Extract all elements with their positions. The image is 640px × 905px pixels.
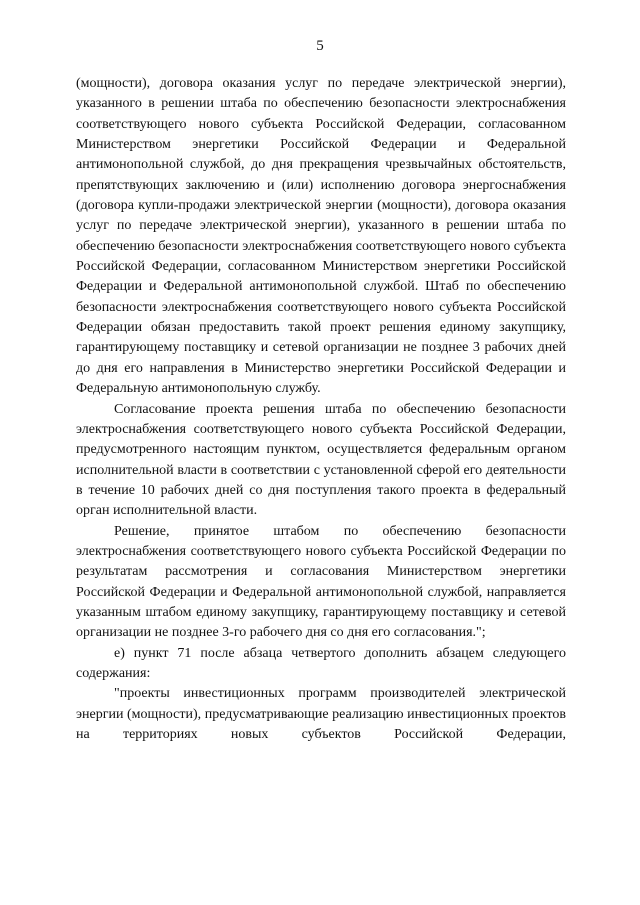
paragraph-approval-procedure: Согласование проекта решения штаба по обеспечению безопасности электроснабжения соответствующего нового субъекта Российской Федерации, предусмотренного настоящим пунктом, осуществляется федеральным органом исполнительной власти в соответствии с установленной сферой его деятельности в течение 10 рабочих дней со дня поступления такого проекта в федеральный орган исполнительной власти. <box>76 401 566 519</box>
paragraph-continuation: (мощности), договора оказания услуг по передаче электрической энергии), указанного в решении штаба по обеспечению безопасности электроснабжения соответствующего нового субъекта Российской Федерации, согласованном Министерством энергетики Российской Федерации и Федеральной антимонопольной службой, до дня прекращения чрезвычайных обстоятельств, препятствующих заключению и (или) исполнению договора энергоснабжения (договора купли-продажи электрической энергии (мощности), договора оказания услуг по передаче электрической энергии), указанного в решении штаба по обеспечению безопасности электроснабжения соответствующего нового субъекта Российской Федерации, согласованном Министерством энергетики Российской Федерации и Федеральной антимонопольной службой. Штаб по обеспечению безопасности электроснабжения соответствующего нового субъекта Российской Федерации обязан предоставить такой проект решения единому закупщику, гарантирующему поставщику и сетевой организации не позднее 3 рабочих дней до дня его направления в Министерство энергетики Российской Федерации и Федеральную антимонопольную службу. <box>76 76 566 397</box>
page-number: 5 <box>316 38 324 54</box>
paragraph-quoted-text: "проекты инвестиционных программ производителей электрической энергии (мощности), предусматривающие реализацию инвестиционных проектов на территориях новых субъектов Российской Федерации, <box>76 686 566 742</box>
paragraph-amendment-e: е) пункт 71 после абзаца четвертого дополнить абзацем следующего содержания: <box>76 645 566 681</box>
paragraph-decision: Решение, принятое штабом по обеспечению безопасности электроснабжения соответствующего нового субъекта Российской Федерации по результатам рассмотрения и согласования Министерством энергетики Российской Федерации и Федеральной антимонопольной службой, направляется указанным штабом единому закупщику, гарантирующему поставщику и сетевой организации не позднее 3-го рабочего дня со дня его согласования."; <box>76 523 566 641</box>
document-body <box>76 74 566 745</box>
